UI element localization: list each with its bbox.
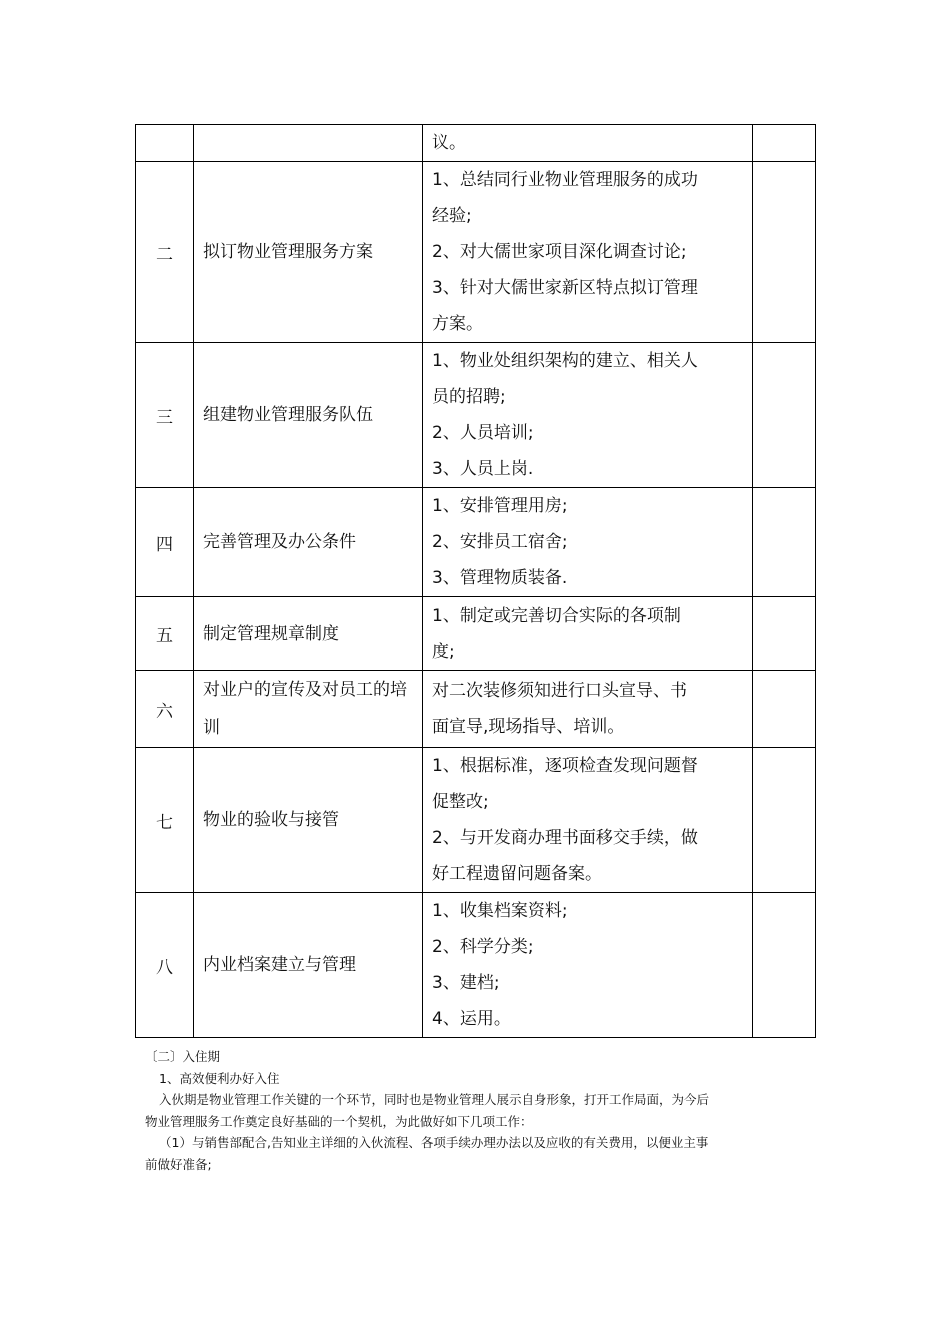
content-line: 3、管理物质装备. xyxy=(432,568,568,588)
content-line: 1、物业处组织架构的建立、相关人 xyxy=(432,351,698,371)
section-heading: 〔二〕入住期 xyxy=(145,1049,221,1064)
section-subheading: 1、高效便利办好入住 xyxy=(159,1070,280,1086)
row-note xyxy=(753,162,816,343)
content-line: 3、人员上岗. xyxy=(432,459,534,479)
paragraph-line: （1）与销售部配合,告知业主详细的入伙流程、各项手续办理办法以及应收的有关费用，以便业主事 xyxy=(159,1135,709,1150)
row-item: 物业的验收与接管 xyxy=(194,748,423,893)
row-content xyxy=(423,597,753,671)
content-line: 方案。 xyxy=(432,314,483,334)
work-plan-table xyxy=(135,124,816,1038)
row-note xyxy=(753,893,816,1038)
row-number: 四 xyxy=(136,488,194,597)
table-row xyxy=(136,343,816,488)
table-row xyxy=(136,488,816,597)
table-row xyxy=(136,162,816,343)
row-number: 五 xyxy=(136,597,194,671)
row-content xyxy=(423,748,753,893)
paragraph-line: 入伙期是物业管理工作关键的一个环节，同时也是物业管理人展示自身形象，打开工作局面，为今后 xyxy=(159,1092,710,1107)
row-note xyxy=(753,125,816,162)
table-row xyxy=(136,748,816,893)
content-line: 对二次装修须知进行口头宣导、书 xyxy=(432,681,687,701)
row-note xyxy=(753,671,816,748)
row-number: 六 xyxy=(136,671,194,748)
row-note xyxy=(753,343,816,488)
row-number: 二 xyxy=(136,162,194,343)
row-item: 完善管理及办公条件 xyxy=(194,488,423,597)
row-content xyxy=(423,343,753,488)
row-note xyxy=(753,748,816,893)
content-line: 好工程遗留问题备案。 xyxy=(432,864,602,884)
row-content xyxy=(423,488,753,597)
paragraph-line: 物业管理服务工作奠定良好基础的一个契机，为此做好如下几项工作： xyxy=(145,1113,533,1129)
content-line: 2、人员培训; xyxy=(432,423,534,443)
table-row xyxy=(136,893,816,1038)
content-line: 1、制定或完善切合实际的各项制 xyxy=(432,605,681,626)
row-item: 内业档案建立与管理 xyxy=(194,893,423,1038)
table-row xyxy=(136,125,816,162)
row-number: 八 xyxy=(136,893,194,1038)
row-content xyxy=(423,671,753,748)
row-note xyxy=(753,488,816,597)
content-line: 3、针对大儒世家新区特点拟订管理 xyxy=(432,278,698,298)
row-item: 组建物业管理服务队伍 xyxy=(194,343,423,488)
row-number: 七 xyxy=(136,748,194,893)
table-row xyxy=(136,671,816,748)
content-line: 议。 xyxy=(432,133,466,153)
content-line: 2、与开发商办理书面移交手续，做 xyxy=(432,828,698,848)
content-line: 促整改; xyxy=(432,792,489,812)
row-item: 拟订物业管理服务方案 xyxy=(194,162,423,343)
move-in-section xyxy=(145,1046,805,1175)
content-line: 2、对大儒世家项目深化调查讨论; xyxy=(432,242,687,262)
content-line: 1、总结同行业物业管理服务的成功 xyxy=(432,170,698,190)
content-line: 员的招聘; xyxy=(432,387,506,407)
row-content xyxy=(423,125,753,162)
content-line: 1、根据标准，逐项检查发现问题督 xyxy=(432,756,698,776)
content-line: 度; xyxy=(432,641,455,662)
row-item xyxy=(194,125,423,162)
row-number xyxy=(136,125,194,162)
content-line: 1、收集档案资料; xyxy=(432,901,568,921)
row-item: 制定管理规章制度 xyxy=(194,597,423,671)
content-line: 2、安排员工宿舍; xyxy=(432,532,568,552)
row-content xyxy=(423,893,753,1038)
table-row xyxy=(136,597,816,671)
paragraph-line: 前做好准备; xyxy=(145,1156,212,1172)
content-line: 2、科学分类; xyxy=(432,937,534,957)
content-line: 4、运用。 xyxy=(432,1009,511,1029)
content-line: 1、安排管理用房; xyxy=(432,496,568,516)
row-note xyxy=(753,597,816,671)
row-content xyxy=(423,162,753,343)
content-line: 经验; xyxy=(432,206,472,226)
content-line: 面宣导,现场指导、培训。 xyxy=(432,717,625,737)
row-item: 对业户的宣传及对员工的培训 xyxy=(194,671,423,748)
content-line: 3、建档; xyxy=(432,973,500,993)
row-number: 三 xyxy=(136,343,194,488)
